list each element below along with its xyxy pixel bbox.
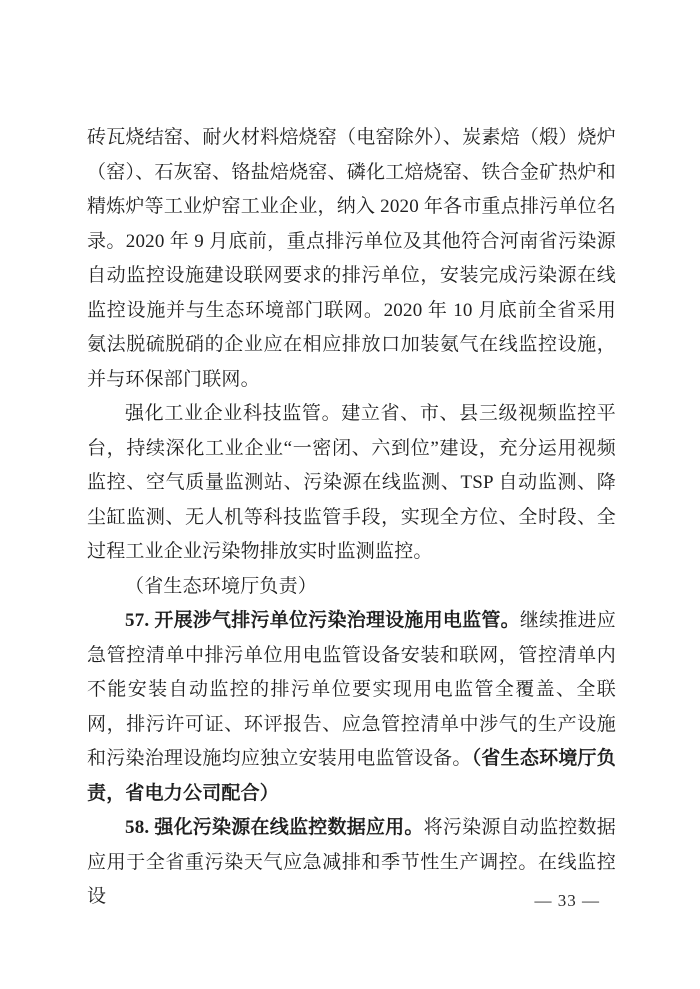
text-segment: （省生态环境厅负责）: [125, 575, 318, 597]
page-number: [535, 889, 601, 913]
text-segment: 继续推进应急管控清单中排污单位用电监管设备安装和联网，管控清单内不能安装自动监控的排污单位要实现用电监管全覆盖、全联网，排污许可证、环评报告、应急管控清单中涉气的生产设施和污染治理设施均应独立安装用电监管设备。: [87, 610, 616, 769]
text-segment: 砖瓦烧结窑、耐火材料焙烧窑（电窑除外）、炭素焙（煅）烧炉（窑）、石灰窑、铬盐焙烧窑、磷化工焙烧窑、铁合金矿热炉和精炼炉等工业炉窑工业企业，纳入 2020 年各市重点排污单位名录。2020 年 9 月底前，重点排污单位及其他符合河南省污染源自动监控设施建设联网要求的排污单位，安装完成污染源在线监控设施并与生态环境部门联网。2020 年 10 月底前全省采用氨法脱硫脱硝的企业应在相应排放口加装氨气在线监控设施，并与环保部门联网。: [87, 127, 616, 390]
para-responsibility-note: [87, 570, 616, 605]
para-item-57: [87, 604, 616, 811]
page-number-label: — 33 —: [534, 891, 600, 910]
document-body: [87, 121, 616, 915]
bold-text-segment: 58. 强化污染源在线监控数据应用。: [125, 817, 424, 838]
text-segment: 将污染源自动监控数据应用于全省重污染天气应急减排和季节性生产调控。在线监控设: [87, 817, 616, 907]
para-tech-supervision: [87, 397, 616, 570]
para-kiln-enterprises-continuation: [87, 121, 616, 397]
bold-text-segment: 57. 开展涉气排污单位污染治理设施用电监管。: [125, 610, 520, 631]
bold-text-segment: （省生态环境厅负责，省电力公司配合）: [87, 748, 616, 804]
text-segment: 强化工业企业科技监管。建立省、市、县三级视频监控平台，持续深化工业企业“一密闭、六到位”建设，充分运用视频监控、空气质量监测站、污染源在线监测、TSP 自动监测、降尘缸监测、无人机等科技监管手段，实现全方位、全时段、全过程工业企业污染物排放实时监测监控。: [87, 403, 616, 562]
